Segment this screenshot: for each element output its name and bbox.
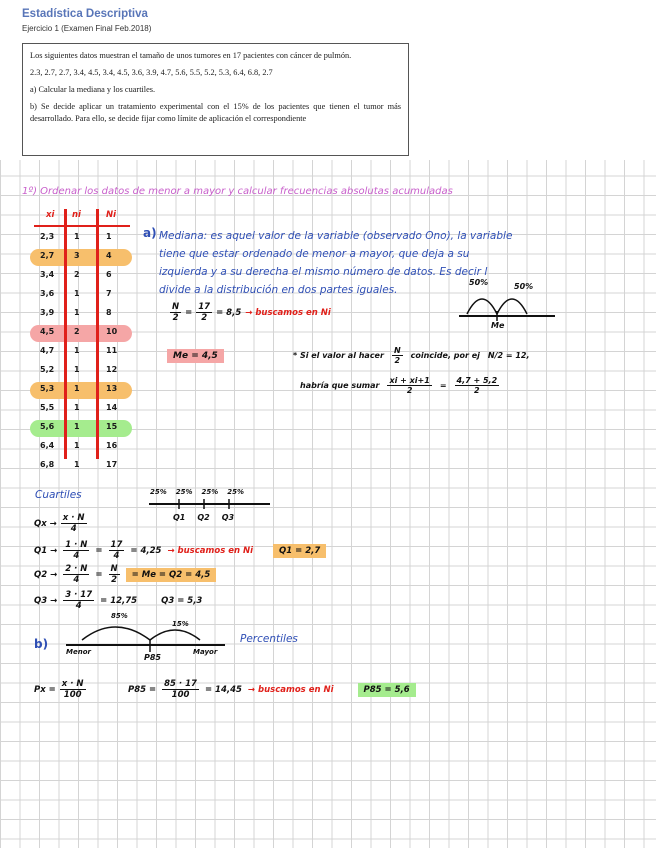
- quartile-general-formula: Qx → $\frac{x \cdot N}{4}$: [34, 513, 85, 534]
- cell-ni: 1: [74, 441, 80, 450]
- percentile-right-word: Mayor: [193, 648, 218, 656]
- q3-result: Q3 = 5,3: [161, 595, 203, 606]
- table-header-row: [32, 207, 132, 226]
- table-row: [32, 343, 132, 362]
- table-row: [32, 324, 132, 343]
- cell-Ni: 16: [106, 441, 118, 450]
- table-row: [32, 267, 132, 286]
- cell-ni: 1: [74, 232, 80, 241]
- problem-data: 2.3, 2.7, 2.7, 3.4, 4.5, 3.4, 4.5, 3.6, 3.9, 4.7, 5.6, 5.5, 5.2, 5.3, 6.4, 6.8, 2.7: [30, 68, 273, 78]
- cell-xi: 2,7: [40, 251, 55, 260]
- cell-ni: 1: [74, 460, 80, 469]
- cell-Ni: 8: [106, 308, 112, 317]
- cell-Ni: 15: [106, 422, 118, 431]
- median-part-label: a): [143, 226, 157, 240]
- cell-Ni: 7: [106, 289, 112, 298]
- quartile-q3-formula: Q3 → $\frac{3 \cdot 17}{4}$ = 12,75 Q3 = 5,3: [34, 590, 203, 611]
- cell-Ni: 4: [106, 251, 112, 260]
- cell-ni: 1: [74, 308, 80, 317]
- table-row: [32, 400, 132, 419]
- cell-ni: 1: [74, 289, 80, 298]
- cell-xi: 6,4: [40, 441, 55, 450]
- problem-part-a: a) Calcular la mediana y los cuartiles.: [30, 85, 156, 95]
- cell-Ni: 14: [106, 403, 118, 412]
- document-subtitle: Ejercicio 1 (Examen Final Feb.2018): [22, 24, 152, 33]
- quartiles-title: Cuartiles: [35, 489, 82, 501]
- quartiles-pct-row: 25% 25% 25% 25%: [150, 488, 245, 496]
- cell-Ni: 10: [106, 327, 118, 336]
- header-Ni: Ni: [106, 210, 117, 220]
- cell-ni: 1: [74, 384, 80, 393]
- cell-Ni: 12: [106, 365, 118, 374]
- problem-intro: Los siguientes datos muestran el tamaño de unos tumores en 17 pacientes con cáncer de pulmón.: [30, 51, 352, 60]
- section1-title: 1º) Ordenar los datos de menor a mayor y calcular frecuencias absolutas acumuladas: [22, 186, 453, 197]
- cell-ni: 1: [74, 365, 80, 374]
- median-pct-right: 50%: [514, 282, 534, 291]
- table-row: [32, 286, 132, 305]
- table-row: [32, 419, 132, 438]
- p85-result-box: P85 = 5,6: [358, 683, 416, 697]
- table-row: [32, 362, 132, 381]
- header-xi: xi: [46, 210, 55, 220]
- cell-Ni: 6: [106, 270, 112, 279]
- median-def-line-1: Mediana: es aquel valor de la variable (observado Ono), la variable: [159, 230, 513, 242]
- cell-xi: 6,8: [40, 460, 55, 469]
- percentile-mid-label: P85: [144, 653, 161, 662]
- cell-xi: 3,9: [40, 308, 55, 317]
- median-search-note: → buscamos en Ni: [245, 307, 331, 318]
- table-row: [32, 305, 132, 324]
- q2-result-box: = Me = Q2 = 4,5: [126, 568, 217, 582]
- cell-ni: 2: [74, 327, 80, 336]
- cell-Ni: 13: [106, 384, 118, 393]
- part-b-label: b): [34, 637, 49, 651]
- median-result-box: Me = 4,5: [167, 349, 224, 363]
- median-diagram-label: Me: [491, 321, 505, 330]
- header-ni: ni: [72, 210, 81, 220]
- median-def-line-4: divide a la distribución en dos partes iguales.: [159, 284, 398, 296]
- table-row: [32, 248, 132, 267]
- table-column-divider-1: [64, 209, 67, 459]
- cell-xi: 5,3: [40, 384, 55, 393]
- percentiles-title: Percentiles: [240, 633, 298, 645]
- document-header: [0, 0, 656, 160]
- percentile-general-formula: Px = $\frac{x \cdot N}{100}$: [34, 679, 84, 700]
- table-row: [32, 229, 132, 248]
- cell-xi: 3,4: [40, 270, 55, 279]
- cell-ni: 2: [74, 270, 80, 279]
- median-note-line-1: * Si el valor al hacer $\frac{N}{2}$ coincide, por ej N/2 = 12,: [293, 346, 530, 365]
- percentile-left-word: Menor: [66, 648, 91, 656]
- table-row: [32, 457, 132, 476]
- q1-result-box: Q1 = 2,7: [273, 544, 326, 558]
- problem-part-b: b) Se decide aplicar un tratamiento experimental con el 15% de los pacientes que tienen el tumor más desarrollado. Para ello, se decide fijar como límite de aplicación el correspondiente: [30, 102, 401, 124]
- cell-xi: 5,5: [40, 403, 55, 412]
- quartile-q2-formula: Q2 → $\frac{2 \cdot N}{4}$ = $\frac{N}{2}$ = Me = Q2 = 4,5: [34, 564, 216, 585]
- table-column-divider-2: [96, 209, 99, 459]
- table-row: [32, 438, 132, 457]
- cell-ni: 1: [74, 346, 80, 355]
- median-pct-left: 50%: [469, 278, 489, 287]
- cell-xi: 4,7: [40, 346, 55, 355]
- cell-xi: 3,6: [40, 289, 55, 298]
- table-row: [32, 381, 132, 400]
- percentile-p85-formula: P85 = $\frac{85 \cdot 17}{100}$ = 14,45 → buscamos en Ni P85 = 5,6: [128, 679, 416, 700]
- median-def-line-2: tiene que estar ordenado de menor a mayor, que deja a su: [159, 248, 470, 260]
- cell-xi: 5,6: [40, 422, 55, 431]
- percentile-pct-right: 15%: [172, 620, 189, 628]
- median-def-line-3: izquierda y a su derecha el mismo número de datos. Es decir l: [159, 266, 488, 278]
- cell-xi: 5,2: [40, 365, 55, 374]
- quartiles-q-labels: Q1 Q2 Q3: [173, 513, 235, 522]
- problem-statement-box: [22, 43, 409, 156]
- cell-Ni: 1: [106, 232, 112, 241]
- quartile-q1-formula: Q1 → $\frac{1 \cdot N}{4}$ = $\frac{17}{4}$ = 4,25 → buscamos en Ni Q1 = 2,7: [34, 540, 326, 561]
- median-note-line-2: habría que sumar $\frac{xi + xi+1}{2}$ = $\frac{4,7 + 5,2}{2}$: [300, 376, 498, 395]
- cell-Ni: 11: [106, 346, 118, 355]
- table-header-divider: [34, 225, 130, 227]
- cell-xi: 4,5: [40, 327, 55, 336]
- cell-xi: 2,3: [40, 232, 55, 241]
- percentile-pct-left: 85%: [111, 612, 128, 620]
- cell-ni: 1: [74, 422, 80, 431]
- cell-ni: 3: [74, 251, 80, 260]
- cell-Ni: 17: [106, 460, 118, 469]
- cell-ni: 1: [74, 403, 80, 412]
- median-position-formula: $\frac{N}{2}$ = $\frac{17}{2}$ = 8,5 → buscamos en Ni: [172, 302, 331, 323]
- document-title: Estadística Descriptiva: [22, 8, 148, 20]
